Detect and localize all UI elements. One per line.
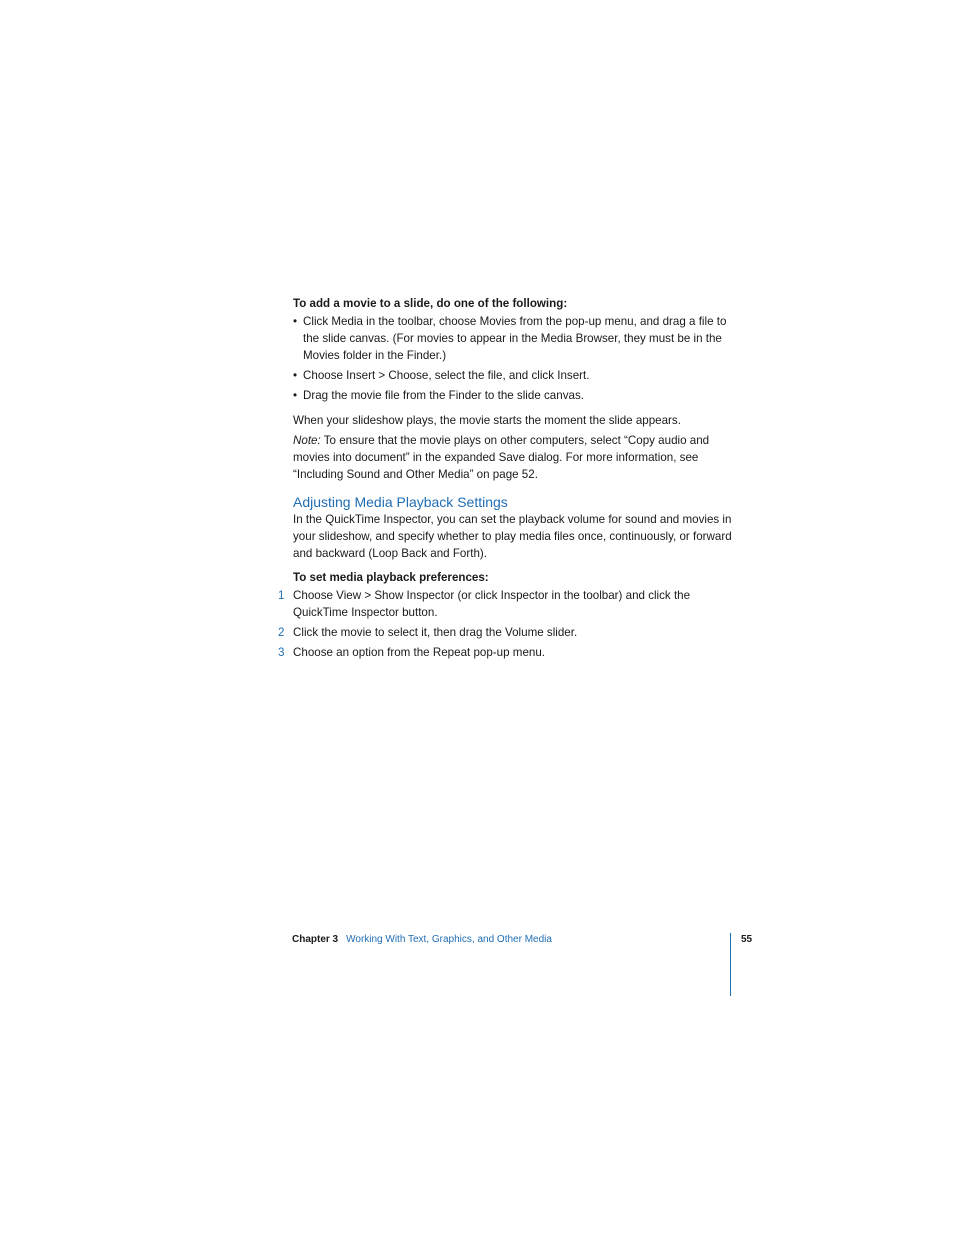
step-text: Choose View > Show Inspector (or click Inspector in the toolbar) and click the QuickTime Inspector button. <box>293 589 691 619</box>
bullet-text: Click Media in the toolbar, choose Movies from the pop-up menu, and drag a file to the slide canvas. (For movies to appear in the Media Browser, they must be in the Movies folder in the Finder.) <box>303 315 727 362</box>
note-text: To ensure that the movie plays on other computers, select “Copy audio and movies into document” in the expanded Save dialog. For more information, see “Including Sound and Other Media” on page 52. <box>293 434 710 481</box>
bullet-marker: • <box>293 369 298 382</box>
body-paragraph: When your slideshow plays, the movie starts the moment the slide appears. <box>293 414 681 427</box>
step-item <box>278 587 733 621</box>
chapter-title: Working With Text, Graphics, and Other Media <box>346 934 552 945</box>
step-item <box>278 644 733 661</box>
page-footer <box>292 933 552 947</box>
bullet-item <box>293 367 733 384</box>
step-item <box>278 624 733 641</box>
page-number: 55 <box>741 934 753 945</box>
bullet-list <box>293 313 733 404</box>
note-label: Note: <box>293 434 321 447</box>
bullet-item <box>293 313 733 364</box>
numbered-steps <box>278 587 733 661</box>
task-heading-playback: To set media playback preferences: <box>293 571 489 584</box>
step-number: 2 <box>278 626 285 639</box>
bullet-text: Choose Insert > Choose, select the file, and click Insert. <box>303 369 590 382</box>
bullet-marker: • <box>293 315 298 328</box>
bullet-item <box>293 387 733 404</box>
bullet-marker: • <box>293 389 298 402</box>
step-number: 1 <box>278 589 285 602</box>
bullet-text: Drag the movie file from the Finder to the slide canvas. <box>303 389 584 402</box>
step-text: Choose an option from the Repeat pop-up menu. <box>293 646 546 659</box>
step-number: 3 <box>278 646 285 659</box>
note-paragraph <box>293 432 733 483</box>
footer-divider <box>730 933 731 996</box>
page-content <box>278 295 733 664</box>
task-heading-add-movie: To add a movie to a slide, do one of the following: <box>293 297 568 310</box>
section-heading: Adjusting Media Playback Settings <box>293 494 508 510</box>
step-text: Click the movie to select it, then drag the Volume slider. <box>293 626 578 639</box>
section-body: In the QuickTime Inspector, you can set the playback volume for sound and movies in your slideshow, and specify whether to play media files once, continuously, or forward and backward (Loop Back and Forth). <box>293 513 732 560</box>
chapter-label: Chapter 3 <box>292 934 339 945</box>
